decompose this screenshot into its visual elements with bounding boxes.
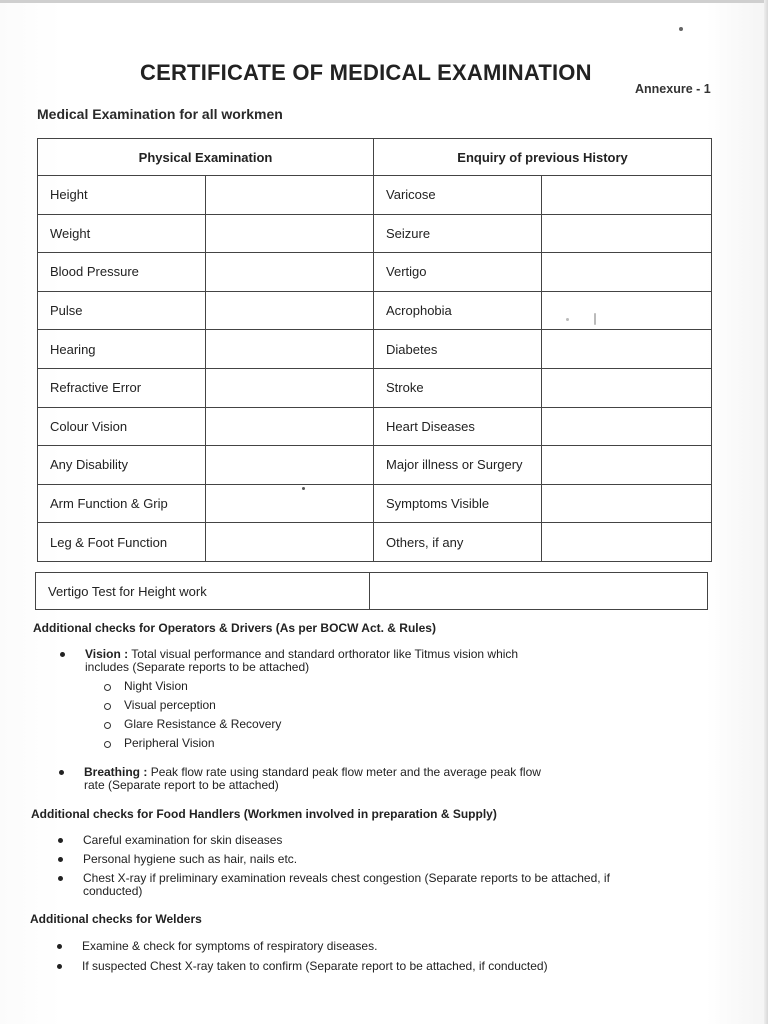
physical-value-field[interactable] <box>206 214 374 253</box>
table-row <box>38 368 712 407</box>
welders-item: Examine & check for symptoms of respiratory diseases. <box>82 939 378 953</box>
table-row <box>38 407 712 446</box>
physical-value-field[interactable] <box>206 368 374 407</box>
history-value-field[interactable] <box>542 214 712 253</box>
bullet-icon <box>60 652 65 657</box>
page-title: CERTIFICATE OF MEDICAL EXAMINATION <box>140 60 592 85</box>
sub-bullet-icon <box>104 684 111 691</box>
bullet-icon <box>58 876 63 881</box>
physical-value-field[interactable] <box>206 330 374 369</box>
vertigo-test-label: Vertigo Test for Height work <box>36 573 370 610</box>
vertigo-test-value-field[interactable] <box>370 573 708 610</box>
history-label: Varicose <box>374 176 542 215</box>
table-row <box>38 523 712 562</box>
physical-value-field[interactable] <box>206 407 374 446</box>
welders-heading: Additional checks for Welders <box>30 912 202 926</box>
history-label: Seizure <box>374 214 542 253</box>
history-value-field[interactable] <box>542 484 712 523</box>
food-handlers-heading: Additional checks for Food Handlers (Workmen involved in preparation & Supply) <box>31 807 497 821</box>
vision-subitem: Peripheral Vision <box>124 736 215 750</box>
bullet-icon <box>58 857 63 862</box>
history-label: Stroke <box>374 368 542 407</box>
history-label: Major illness or Surgery <box>374 446 542 485</box>
history-label: Vertigo <box>374 253 542 292</box>
table-row <box>38 330 712 369</box>
table-row <box>38 176 712 215</box>
physical-value-field[interactable] <box>206 176 374 215</box>
history-value-field[interactable] <box>542 253 712 292</box>
history-value-field[interactable] <box>542 523 712 562</box>
physical-examination-header: Physical Examination <box>38 139 374 176</box>
page-right-edge <box>764 0 768 1024</box>
physical-label: Blood Pressure <box>38 253 206 292</box>
vision-lead: Vision : <box>85 647 129 661</box>
history-value-field[interactable] <box>542 330 712 369</box>
history-value-field[interactable] <box>542 368 712 407</box>
physical-label: Any Disability <box>38 446 206 485</box>
sub-bullet-icon <box>104 741 111 748</box>
welders-item: If suspected Chest X-ray taken to confirm (Separate report to be attached, if conducted) <box>82 959 548 973</box>
physical-value-field[interactable] <box>206 484 374 523</box>
vision-text-continued: includes (Separate reports to be attached) <box>85 660 310 674</box>
history-label: Symptoms Visible <box>374 484 542 523</box>
history-label: Others, if any <box>374 523 542 562</box>
history-label: Acrophobia <box>374 291 542 330</box>
bullet-icon <box>57 944 62 949</box>
breathing-text-continued: rate (Separate report to be attached) <box>84 778 279 792</box>
bullet-icon <box>59 770 64 775</box>
sub-bullet-icon <box>104 722 111 729</box>
physical-value-field[interactable] <box>206 253 374 292</box>
physical-label: Weight <box>38 214 206 253</box>
physical-value-field[interactable] <box>206 291 374 330</box>
food-handlers-item-continued: conducted) <box>83 884 143 898</box>
history-value-field[interactable] <box>542 176 712 215</box>
history-value-field[interactable] <box>542 446 712 485</box>
physical-value-field[interactable] <box>206 523 374 562</box>
breathing-text: Peak flow rate using standard peak flow meter and the average peak flow <box>150 765 541 779</box>
breathing-lead: Breathing : <box>84 765 148 779</box>
history-value-field[interactable] <box>542 291 712 330</box>
page-top-edge <box>0 0 768 3</box>
bullet-icon <box>58 838 63 843</box>
physical-label: Colour Vision <box>38 407 206 446</box>
physical-value-field[interactable] <box>206 446 374 485</box>
vision-subitem: Night Vision <box>124 679 188 693</box>
physical-label: Arm Function & Grip <box>38 484 206 523</box>
physical-label: Leg & Foot Function <box>38 523 206 562</box>
food-handlers-item: Careful examination for skin diseases <box>83 833 283 847</box>
table-row <box>38 446 712 485</box>
table-row <box>38 214 712 253</box>
vision-text: Total visual performance and standard orthorator like Titmus vision which <box>131 647 519 661</box>
physical-label: Pulse <box>38 291 206 330</box>
history-label: Diabetes <box>374 330 542 369</box>
table-row <box>38 291 712 330</box>
operators-heading: Additional checks for Operators & Drivers (As per BOCW Act. & Rules) <box>33 621 436 635</box>
vertigo-test-table <box>35 572 708 610</box>
food-handlers-item: Personal hygiene such as hair, nails etc. <box>83 852 298 866</box>
examination-table <box>37 138 712 562</box>
physical-label: Hearing <box>38 330 206 369</box>
bullet-icon <box>57 964 62 969</box>
table-row <box>38 484 712 523</box>
physical-label: Refractive Error <box>38 368 206 407</box>
food-handlers-item: Chest X-ray if preliminary examination reveals chest congestion (Separate reports to be attached, if <box>83 871 610 885</box>
annexure-label: Annexure - 1 <box>635 82 711 96</box>
history-value-field[interactable] <box>542 407 712 446</box>
scan-speck <box>679 27 683 31</box>
history-enquiry-header: Enquiry of previous History <box>374 139 712 176</box>
table-header-row <box>38 139 712 176</box>
table-row <box>36 573 708 610</box>
section-subtitle: Medical Examination for all workmen <box>37 106 283 122</box>
sub-bullet-icon <box>104 703 111 710</box>
table-row <box>38 253 712 292</box>
physical-label: Height <box>38 176 206 215</box>
vision-subitem: Visual perception <box>124 698 216 712</box>
vision-subitem: Glare Resistance & Recovery <box>124 717 282 731</box>
history-label: Heart Diseases <box>374 407 542 446</box>
